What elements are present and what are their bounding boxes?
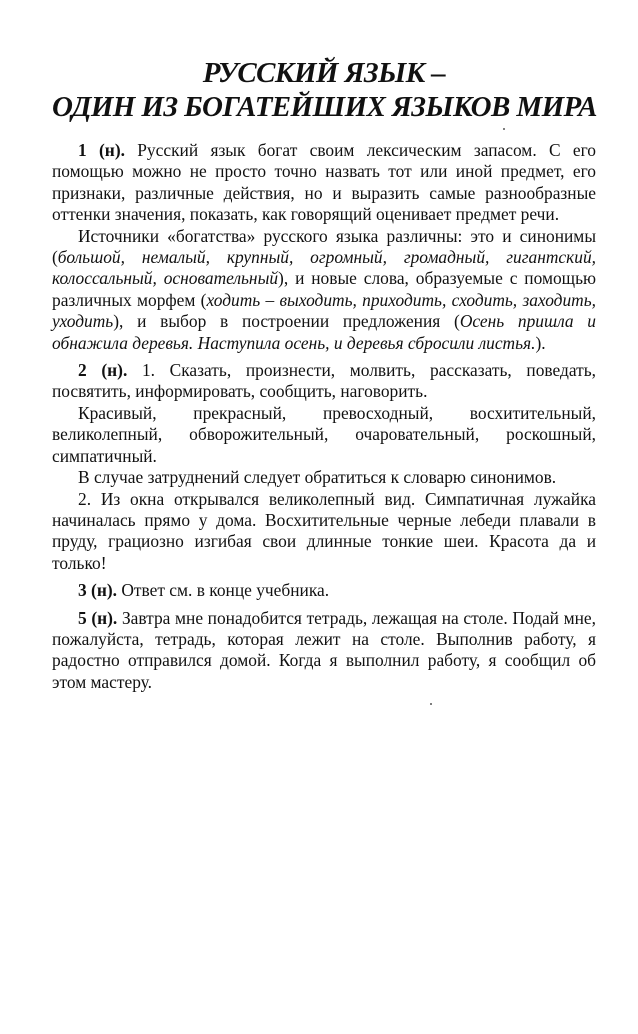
answer-1-paragraph (52, 140, 596, 226)
scan-speck (430, 703, 432, 705)
answer-5-label: 5 (н). (78, 607, 118, 628)
answer-1-text: Русский язык богат своим лексическим запасом. С его помощью можно не просто точно назвать тот или иной предмет, его признаки, различные действия, но и выразить самые разнообразные оттенки значения, показать, как говорящий оценивает предмет речи. (52, 140, 596, 225)
answer-2-adjectives-paragraph (52, 403, 596, 467)
title-line-1: РУССКИЙ ЯЗЫК – (202, 57, 446, 89)
answer-5-paragraph (52, 608, 596, 694)
answer-5-text: Завтра мне понадобится тетрадь, лежащая на столе. Подай мне, пожалуйста, тетрадь, которая лежит на столе. Выполнив работу, я радостно отправился домой. Когда я выполнил работу, я сообщил об этом мастеру. (52, 607, 596, 692)
synonym-examples: большой, немалый, крупный, огромный, громадный, гигантский, колоссальный, основательный (52, 247, 596, 289)
answer-2-example-paragraph (52, 489, 596, 575)
answer-3-label: 3 (н). (78, 580, 117, 601)
answer-1-sources-paragraph (52, 226, 596, 354)
answer-2-example-text: 2. Из окна открывался великолепный вид. Симпатичная лужайка начиналась прямо у дома. Восхитительные черные лебеди плавали в пруду, грациозно изгибая свои длинные тонкие шеи. Красота да и только! (52, 488, 596, 573)
answer-2-adjectives-text: Красивый, прекрасный, превосходный, восхитительный, великолепный, обворожительный, очаровательный, роскошный, симпатичный. (52, 402, 596, 466)
answer-3-paragraph (52, 580, 596, 601)
sources-text-a: Источники «богатства» русского языка различны: это и синонимы ( (52, 225, 596, 268)
scan-speck (503, 128, 505, 130)
answer-2-dictionary-text: В случае затруднений следует обратиться к словарю синонимов. (78, 467, 557, 488)
sources-text-c: ), и выбор в построении предложения ( (113, 311, 460, 332)
answer-2-dictionary-paragraph (52, 467, 596, 488)
textbook-page (52, 56, 596, 693)
answer-2-paragraph (52, 360, 596, 403)
answer-2-text: 1. Сказать, произнести, молвить, рассказать, поведать, посвятить, информировать, сообщить, наговорить. (52, 360, 596, 402)
sources-text-b: ), и новые слова, образуемые с помощью различных морфем ( (52, 268, 596, 310)
page-title (52, 56, 596, 124)
answer-2-label: 2 (н). (78, 360, 128, 381)
sentence-examples: Осень пришла и обнажила деревья. Наступила осень, и деревья сбросили листья. (52, 311, 597, 353)
morpheme-examples: ходить – выходить, приходить, сходить, заходить, уходить (52, 289, 596, 332)
sources-text-d: ). (535, 332, 546, 353)
title-line-2: ОДИН ИЗ БОГАТЕЙШИХ ЯЗЫКОВ МИРА (52, 91, 597, 123)
answer-3-text: Ответ см. в конце учебника. (121, 580, 330, 601)
answer-1-label: 1 (н). (78, 140, 125, 160)
